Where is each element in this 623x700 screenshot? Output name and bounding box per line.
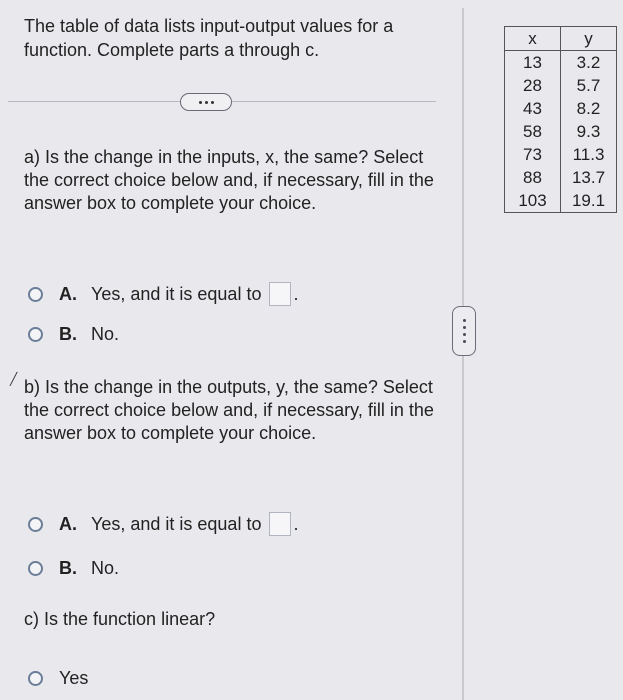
- cell-x: 88: [505, 166, 561, 189]
- part-c-question: c) Is the function linear?: [24, 609, 216, 629]
- radio-button[interactable]: [28, 561, 43, 576]
- cell-y: 9.3: [561, 120, 617, 143]
- cell-x: 73: [505, 143, 561, 166]
- input-output-table: [504, 26, 617, 213]
- option-text: No.: [91, 558, 120, 578]
- table-row: [505, 166, 617, 189]
- table-row: [505, 189, 617, 213]
- option-letter: B.: [59, 324, 77, 344]
- table-header-row: [505, 27, 617, 51]
- cell-x: 58: [505, 120, 561, 143]
- pane-resize-handle[interactable]: [452, 306, 476, 356]
- cell-x: 43: [505, 97, 561, 120]
- part-b-option-b[interactable]: [28, 558, 119, 579]
- part-a-option-a[interactable]: [28, 282, 298, 306]
- data-table-container: [504, 26, 617, 213]
- part-a-question: a) Is the change in the inputs, x, the same? Select the correct choice below and, if necessary, fill in the answer box to complete your choice.: [24, 147, 434, 213]
- option-letter: A.: [59, 513, 77, 534]
- expand-more-button[interactable]: [180, 93, 232, 111]
- radio-button[interactable]: [28, 671, 43, 686]
- radio-button[interactable]: [28, 517, 43, 532]
- part-b-option-a[interactable]: [28, 512, 298, 536]
- cell-y: 11.3: [561, 143, 617, 166]
- option-letter: B.: [59, 558, 77, 578]
- option-text: Yes, and it is equal to: [91, 513, 262, 534]
- part-c-option-yes[interactable]: [28, 668, 88, 689]
- cell-y: 19.1: [561, 189, 617, 213]
- table-row: [505, 143, 617, 166]
- cell-x: 103: [505, 189, 561, 213]
- cursor-icon: ╱: [10, 372, 18, 386]
- option-text: No.: [91, 324, 120, 344]
- column-header-x: x: [505, 27, 561, 51]
- ellipsis-icon: [199, 101, 202, 104]
- cell-y: 3.2: [561, 51, 617, 75]
- cell-y: 13.7: [561, 166, 617, 189]
- part-b-question: b) Is the change in the outputs, y, the same? Select the correct choice below and, if necessary, fill in the answer box to complete your choice.: [24, 377, 434, 443]
- period: .: [293, 513, 299, 534]
- cell-y: 5.7: [561, 74, 617, 97]
- period: .: [293, 283, 299, 304]
- part-a-option-b[interactable]: [28, 324, 119, 345]
- problem-intro: The table of data lists input-output values for a function. Complete parts a through c.: [24, 16, 394, 60]
- cell-x: 13: [505, 51, 561, 75]
- column-header-y: y: [561, 27, 617, 51]
- answer-box[interactable]: [269, 512, 291, 536]
- option-letter: A.: [59, 283, 77, 304]
- answer-box[interactable]: [269, 282, 291, 306]
- table-row: [505, 97, 617, 120]
- option-text: Yes, and it is equal to: [91, 283, 262, 304]
- table-row: [505, 74, 617, 97]
- table-row: [505, 120, 617, 143]
- radio-button[interactable]: [28, 327, 43, 342]
- table-row: [505, 51, 617, 75]
- option-text: Yes: [59, 668, 89, 688]
- radio-button[interactable]: [28, 287, 43, 302]
- cell-y: 8.2: [561, 97, 617, 120]
- drag-handle-icon: [463, 319, 466, 343]
- cell-x: 28: [505, 74, 561, 97]
